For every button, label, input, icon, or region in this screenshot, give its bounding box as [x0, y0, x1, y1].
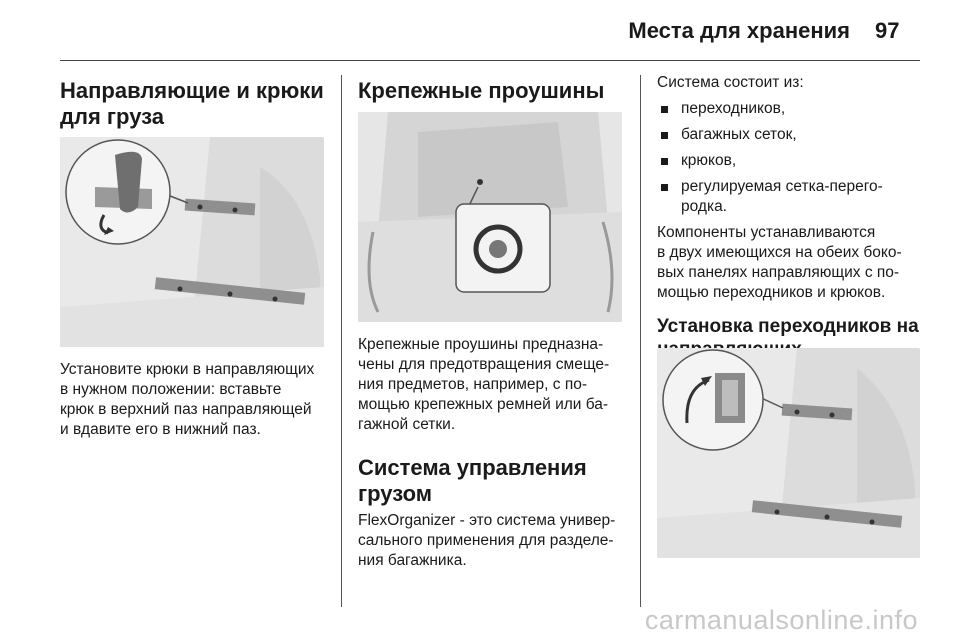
- header-divider: [60, 60, 920, 61]
- text-line: мощью крепежных ремней или ба-: [358, 396, 609, 413]
- bullet-icon: [661, 132, 668, 139]
- text-line: крюк в верхний паз направляющей: [60, 401, 312, 418]
- text-line: Крепежные проушины предназна-: [358, 336, 604, 353]
- text-line: FlexOrganizer - это система универ-: [358, 512, 616, 529]
- list-item-text: крюков,: [681, 152, 737, 169]
- text-line: Установите крюки в направляющих: [60, 361, 315, 378]
- list-item: [657, 177, 922, 217]
- column-1: [60, 78, 330, 130]
- text-line: сального применения для разделе-: [358, 532, 614, 549]
- list-item: [657, 99, 922, 119]
- text-line: в нужном положении: вставьте: [60, 381, 282, 398]
- heading-line: грузом: [358, 481, 433, 506]
- column-3: [657, 73, 922, 361]
- column-divider-2: [640, 75, 641, 607]
- heading-tie-down-eyes: Крепежные проушины: [358, 78, 605, 103]
- heading-line: Направляющие и крюки: [60, 78, 324, 103]
- heading-line: для груза: [60, 104, 165, 129]
- list-item-text: родка.: [681, 198, 727, 215]
- bullet-icon: [661, 158, 668, 165]
- text-line: и вдавите его в нижний паз.: [60, 421, 261, 438]
- page-number: 97: [875, 18, 900, 43]
- bullet-icon: [661, 184, 668, 191]
- illustration-tie-down-eyes: [358, 112, 622, 322]
- heading-load-management: [358, 455, 633, 507]
- section-title: Места для хранения: [628, 18, 850, 43]
- text-line: чены для предотвращения смеще-: [358, 356, 610, 373]
- paragraph-components: [657, 223, 922, 303]
- paragraph-rails-hooks: [60, 360, 335, 440]
- illustration-rails-hooks: [60, 137, 324, 347]
- column-2-text: [358, 335, 633, 571]
- list-item-text: переходников,: [681, 100, 786, 117]
- text-line: ния багажника.: [358, 552, 467, 569]
- paragraph-flexorganizer: [358, 511, 633, 571]
- paragraph-tie-down-eyes: [358, 335, 633, 435]
- text-line: в двух имеющихся на обеих боко-: [657, 244, 902, 261]
- bullet-icon: [661, 106, 668, 113]
- illustration-install-adapters: [657, 348, 920, 558]
- text-line: Компоненты устанавливаются: [657, 224, 876, 241]
- text-line: гажной сетки.: [358, 416, 456, 433]
- list-item: [657, 151, 922, 171]
- heading-line: Система управления: [358, 455, 587, 480]
- system-intro: Система состоит из:: [657, 74, 804, 91]
- column-divider-1: [341, 75, 342, 607]
- text-line: ния предметов, например, с по-: [358, 376, 588, 393]
- components-list: [657, 99, 922, 217]
- watermark: carmanualsonline.info: [644, 605, 918, 635]
- heading-line: Установка переходников на: [657, 316, 919, 337]
- text-line: вых панелях направляющих с по-: [657, 264, 900, 281]
- list-item: [657, 125, 922, 145]
- column-2: [358, 78, 628, 104]
- list-item-text: регулируемая сетка-перего-: [681, 178, 883, 195]
- column-1-text: [60, 360, 335, 440]
- heading-rails-hooks: [60, 78, 330, 130]
- list-item-text: багажных сеток,: [681, 126, 797, 143]
- text-line: мощью переходников и крюков.: [657, 284, 886, 301]
